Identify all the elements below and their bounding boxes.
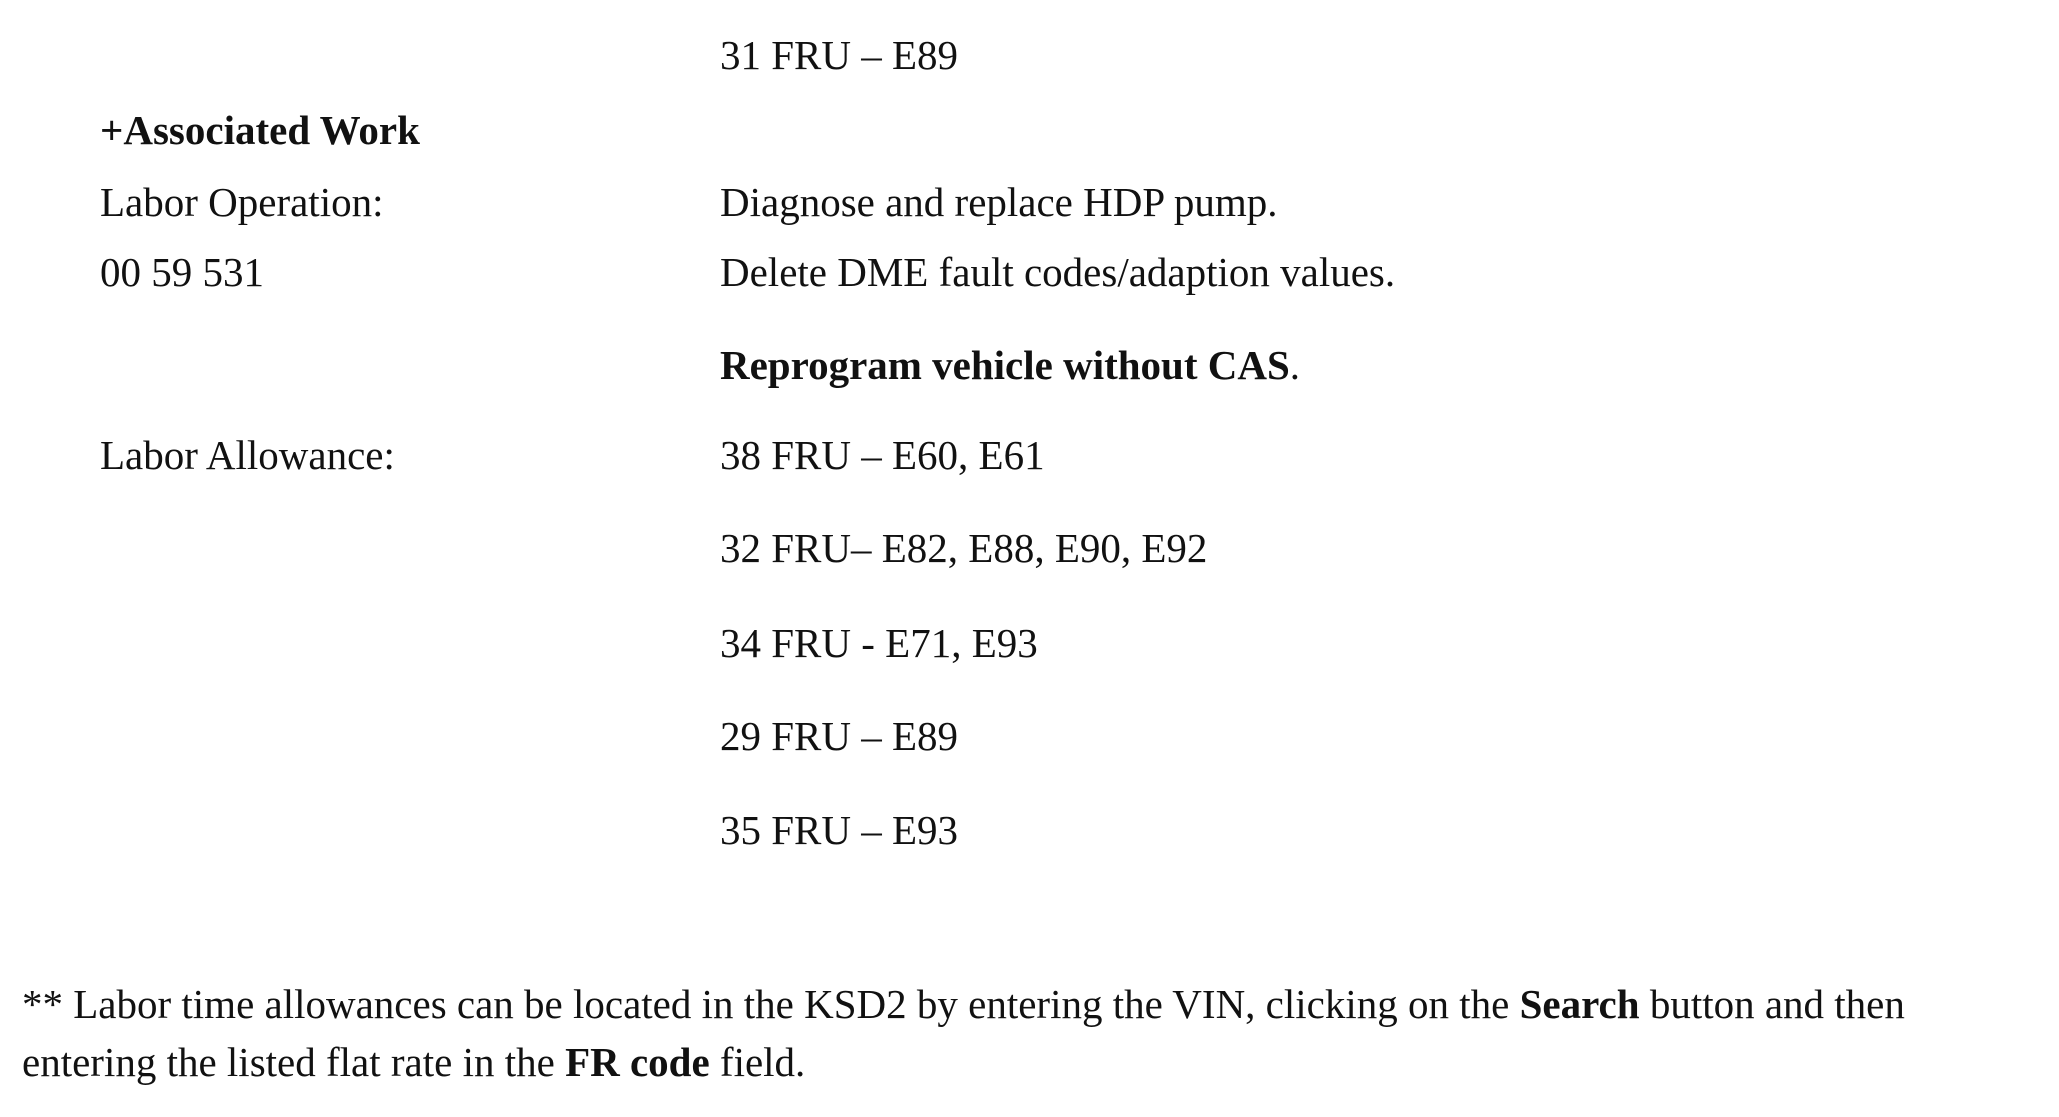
footnote-search-bold: Search [1519, 981, 1640, 1027]
reprogram-vehicle-line [720, 342, 1301, 388]
associated-work-heading: +Associated Work [100, 107, 420, 153]
delete-dme-fault-codes-line: Delete DME fault codes/adaption values. [720, 249, 1396, 295]
labor-allowance-item-3: 34 FRU - E71, E93 [720, 620, 1038, 666]
labor-allowance-item-2: 32 FRU– E82, E88, E90, E92 [720, 525, 1208, 571]
reprogram-vehicle-bold-text: Reprogram vehicle without CAS [720, 342, 1290, 388]
footnote-labor-time-allowances [22, 975, 2042, 1091]
labor-allowance-label: Labor Allowance: [100, 432, 395, 478]
reprogram-vehicle-period: . [1289, 342, 1301, 388]
labor-allowance-item-1: 38 FRU – E60, E61 [720, 432, 1045, 478]
labor-allowance-line-top: 31 FRU – E89 [720, 32, 959, 78]
footnote-fr-code-bold: FR code [565, 1039, 710, 1086]
labor-operation-value: Diagnose and replace HDP pump. [720, 179, 1278, 225]
labor-allowance-item-4: 29 FRU – E89 [720, 713, 959, 759]
footnote-part-1: ** Labor time allowances can be located in the KSD2 by entering the VIN, clicking on the [22, 981, 1520, 1027]
labor-operation-code: 00 59 531 [100, 249, 264, 295]
labor-allowance-item-5: 35 FRU – E93 [720, 807, 959, 853]
footnote-part-3: field. [709, 1039, 806, 1086]
footnote-part-2: button and then entering the listed flat rate in the [22, 981, 1905, 1086]
labor-operation-label: Labor Operation: [100, 179, 384, 225]
